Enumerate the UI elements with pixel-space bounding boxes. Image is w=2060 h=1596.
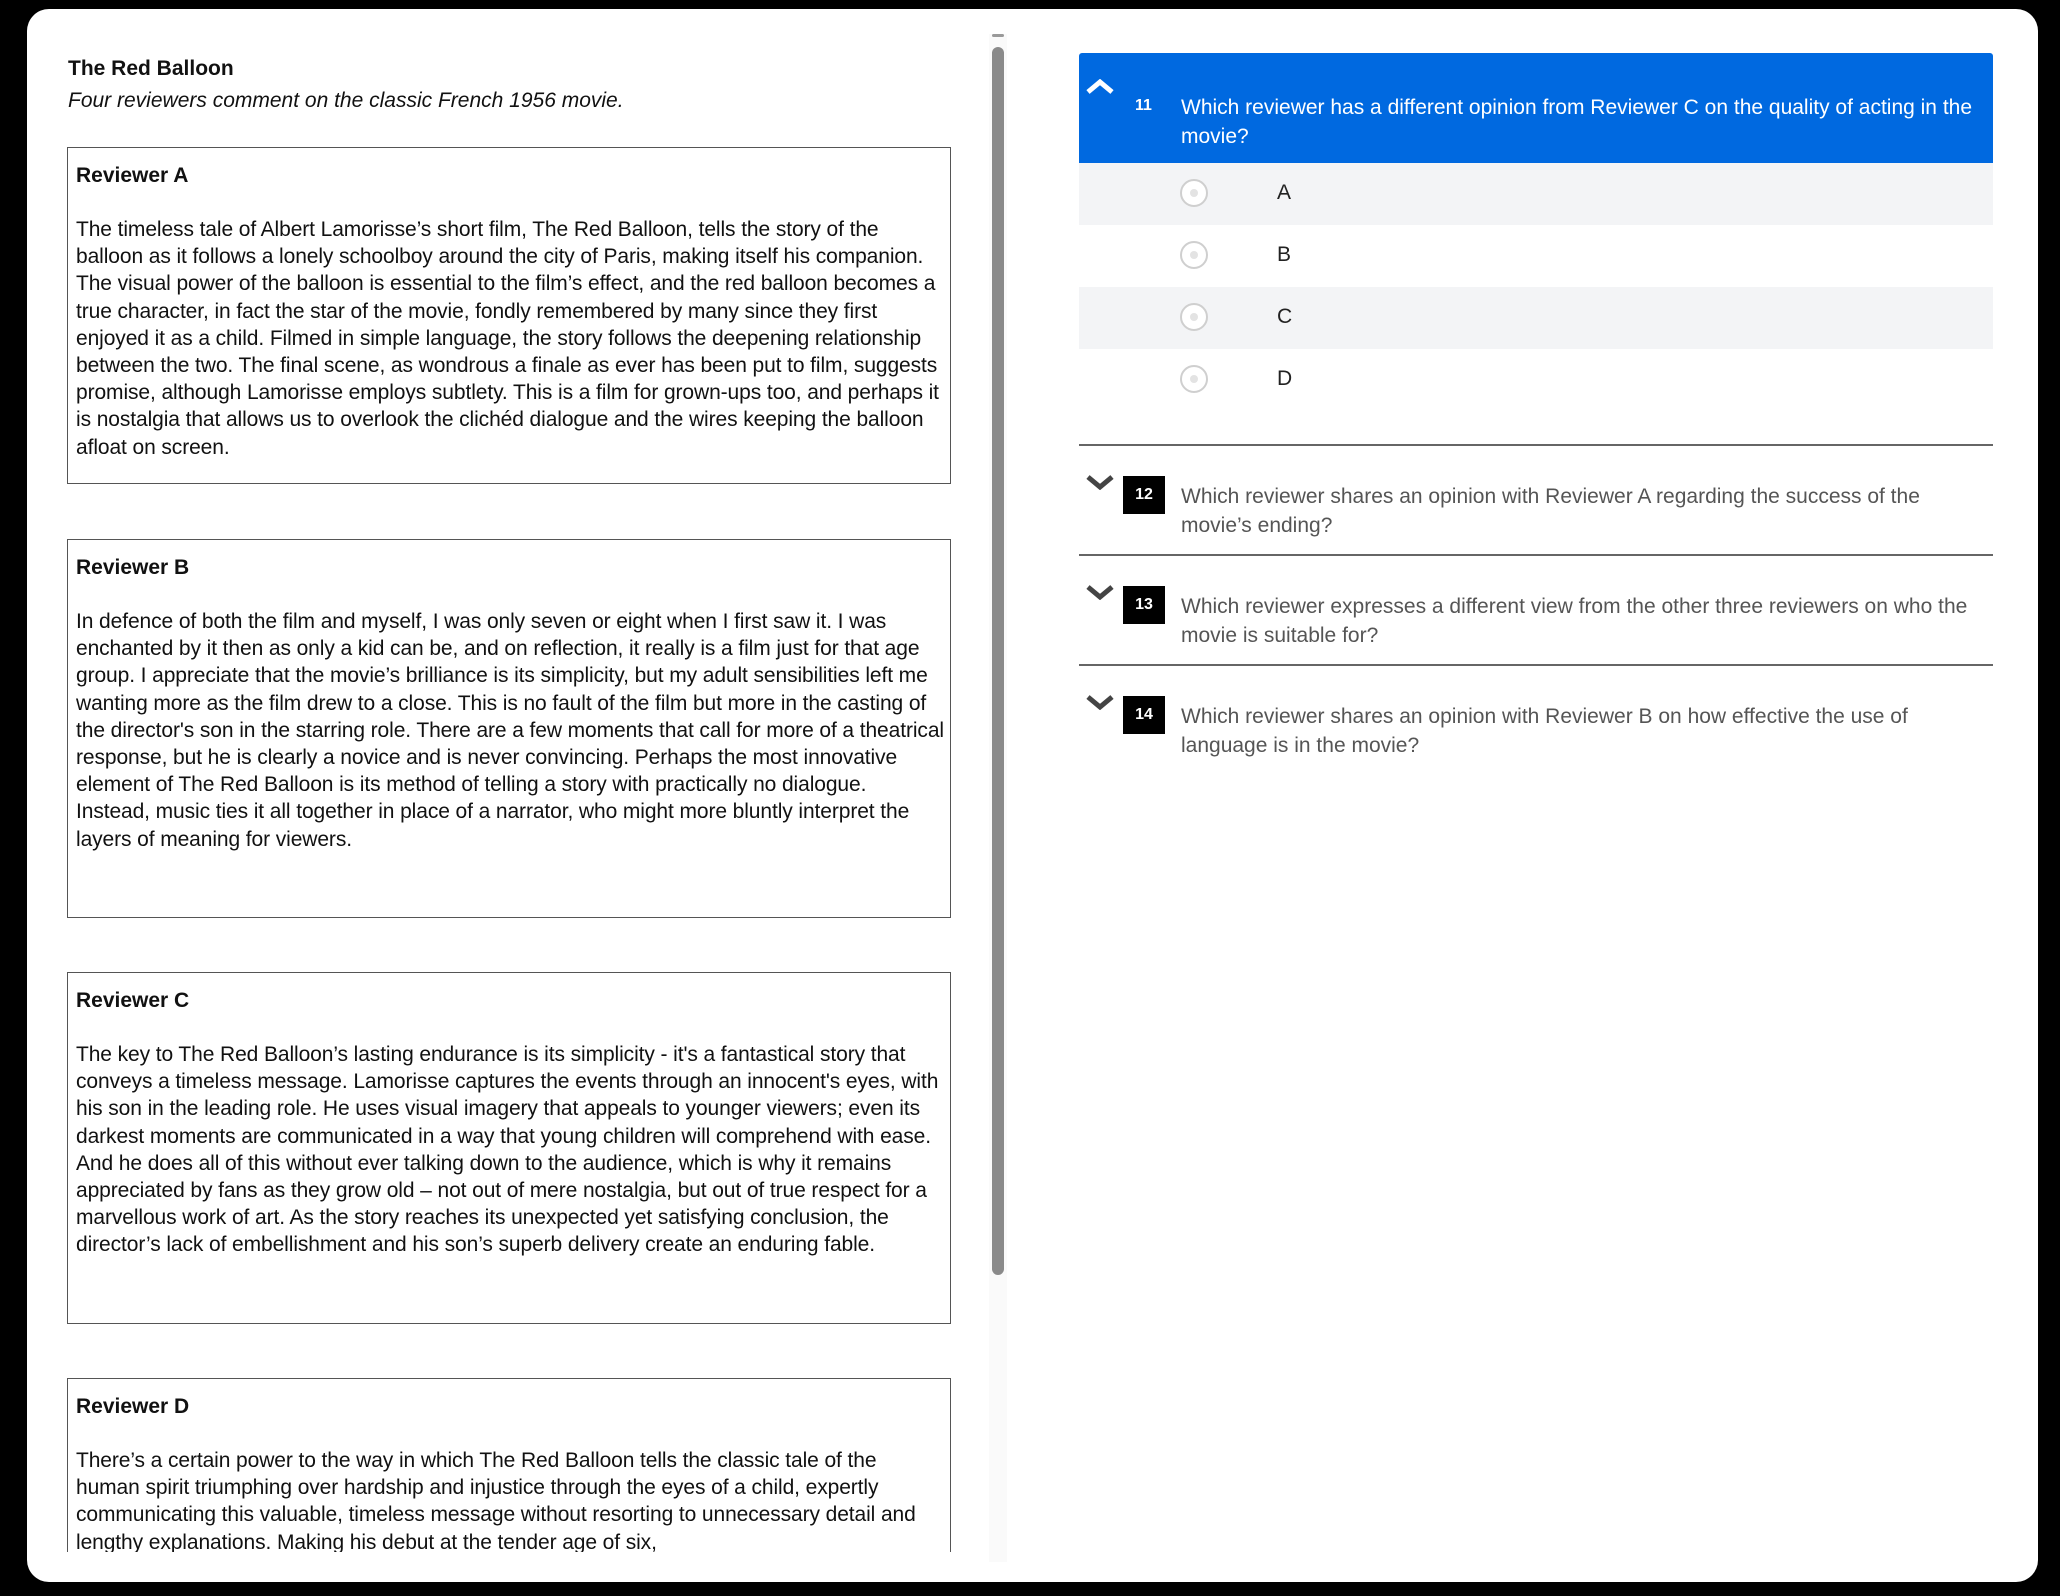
review-body: In defence of both the film and myself, I was only seven or eight when I first saw it. I was enchanted by it then as only a kid can be, and on reflection, it really is a film just for that age group. I appreciate that the movie’s brilliance is its simplicity, but my adult sensibilities left me wanting more as the film drew to a close. This is no fault of the film but more in the casting of the director's son in the starring role. There are a few moments that call for more of a theatrical response, but he is clearly a novice and is never convincing. Perhaps the most innovative element of The Red Balloon is its method of telling a story with practically no dialogue. Instead, music ties it all together in place of a narrator, who might more bluntly interpret the layers of meaning for viewers.	[76, 610, 944, 851]
option-label: D	[1277, 367, 1293, 390]
chevron-down-icon[interactable]	[1085, 584, 1115, 600]
scrollbar-up-stub[interactable]	[992, 34, 1004, 37]
option-label: A	[1277, 181, 1292, 204]
option-c[interactable]	[1079, 287, 1993, 349]
question-11-header[interactable]	[1079, 53, 1993, 163]
review-heading: Reviewer D	[76, 1395, 190, 1418]
radio-button[interactable]	[1180, 241, 1208, 269]
review-heading: Reviewer C	[76, 989, 190, 1012]
question-text: Which reviewer shares an opinion with Reviewer B on how effective the use of language is in the movie?	[1181, 705, 1908, 757]
radio-button[interactable]	[1180, 303, 1208, 331]
option-a[interactable]	[1079, 163, 1993, 225]
option-label: B	[1277, 243, 1292, 266]
option-label: C	[1277, 305, 1293, 328]
review-heading: Reviewer A	[76, 164, 189, 187]
radio-button[interactable]	[1180, 179, 1208, 207]
option-b[interactable]	[1079, 225, 1993, 287]
radio-button[interactable]	[1180, 365, 1208, 393]
question-text: Which reviewer expresses a different view from the other three reviewers on who the movie is suitable for?	[1181, 595, 1968, 647]
passage-subtitle: Four reviewers comment on the classic French 1956 movie.	[68, 89, 624, 112]
question-number-badge: 13	[1123, 586, 1165, 624]
review-body: There’s a certain power to the way in which The Red Balloon tells the classic tale of the human spirit triumphing over hardship and injustice through the eyes of a child, expertly communicating this valuable, timeless message without resorting to unnecessary detail and lengthy explanations. Making his debut at the tender age of six,	[76, 1449, 916, 1552]
chevron-down-icon[interactable]	[1085, 694, 1115, 710]
question-14-header[interactable]	[1079, 664, 1993, 774]
review-heading: Reviewer B	[76, 556, 190, 579]
question-12-header[interactable]	[1079, 444, 1993, 554]
chevron-down-icon[interactable]	[1085, 474, 1115, 490]
question-text: Which reviewer has a different opinion from Reviewer C on the quality of acting in the movie?	[1181, 96, 1973, 148]
passage-title: The Red Balloon	[68, 57, 234, 80]
review-box-c	[67, 972, 951, 1324]
review-box-b	[67, 539, 951, 918]
exam-window	[27, 9, 2038, 1582]
question-text: Which reviewer shares an opinion with Reviewer A regarding the success of the movie’s ending?	[1181, 485, 1920, 537]
question-number-badge: 12	[1123, 476, 1165, 514]
chevron-up-icon[interactable]	[1085, 79, 1115, 95]
question-number: 11	[1135, 97, 1152, 114]
review-box-a	[67, 147, 951, 484]
review-box-d	[67, 1378, 951, 1552]
questions-pane	[1079, 53, 1993, 774]
review-body: The key to The Red Balloon’s lasting endurance is its simplicity - it's a fantastical story that conveys a timeless message. Lamorisse captures the events through an innocent's eyes, with his son in the leading role. He uses visual imagery that appeals to younger viewers; even its darkest moments are communicated in a way that young children will comprehend with ease. And he does all of this without ever talking down to the audience, which is why it remains appreciated by fans as they grow old – not out of mere nostalgia, but out of true respect for a marvellous work of art. As the story reaches its unexpected yet satisfying conclusion, the director’s lack of embellishment and his son’s superb delivery create an enduring fable.	[76, 1043, 939, 1257]
option-d[interactable]	[1079, 349, 1993, 411]
question-number-badge: 14	[1123, 696, 1165, 734]
review-body: The timeless tale of Albert Lamorisse’s short film, The Red Balloon, tells the story of the balloon as it follows a lonely schoolboy around the city of Paris, making itself his companion. The visual power of the balloon is essential to the film’s effect, and the red balloon becomes a true character, in fact the star of the movie, fondly remembered by many since they first enjoyed it as a child. Filmed in simple language, the story follows the deepening relationship between the two. The final scene, as wondrous a finale as ever has been put to film, suggests promise, although Lamorisse employs subtlety. This is a film for grown-ups too, and perhaps it is nostalgia that allows us to overlook the clichéd dialogue and the wires keeping the balloon afloat on screen.	[76, 218, 939, 459]
passage-scrollbar-thumb[interactable]	[992, 47, 1004, 1275]
question-13-header[interactable]	[1079, 554, 1993, 664]
reading-passage-pane	[27, 9, 987, 1552]
